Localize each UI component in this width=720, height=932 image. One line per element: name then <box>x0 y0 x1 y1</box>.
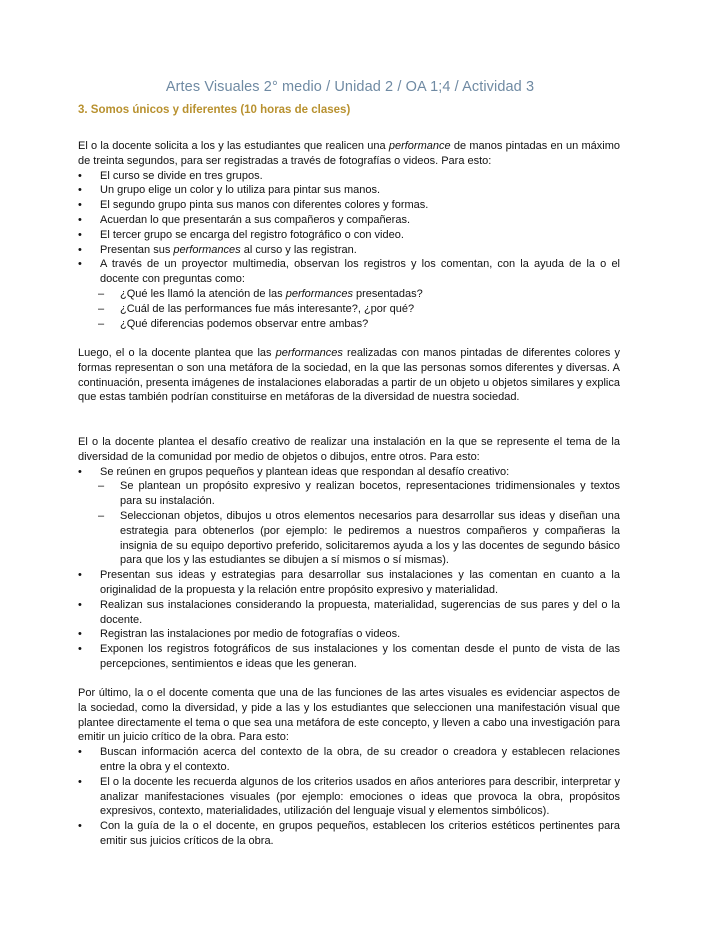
list-item: • El tercer grupo se encarga del registro fotográfico o con video. <box>78 228 620 243</box>
activity-block-1 <box>78 139 620 331</box>
list-item <box>78 257 620 331</box>
list-item: • Realizan sus instalaciones considerando la propuesta, materialidad, sugerencias de sus pares y del o la docente. <box>78 598 620 628</box>
sub-list <box>78 479 620 568</box>
intro-text-end: de manos pintadas en un máximo de treinta segundos, para ser registradas a través de fotografías o videos. Para esto: <box>78 140 620 167</box>
list-item-text-end: al curso y las registran. <box>240 243 357 256</box>
list-item: • El o la docente les recuerda algunos de los criterios usados en años anteriores para describir, interpretar y analizar manifestaciones visuales (por ejemplo: emociones o ideas que provoca la obra, propósitos expresivos, contexto, materialidades, utilización del lenguaje visual y elementos simbólicos). <box>78 775 620 819</box>
list-item-text: Se reúnen en grupos pequeños y plantean ideas que respondan al desafío creativo: <box>100 465 510 478</box>
list-item-text: A través de un proyector multimedia, observan los registros y los comentan, con la ayuda de la o el docente con preguntas como: <box>100 258 620 286</box>
paragraph <box>78 346 620 405</box>
list-item: • Presentan sus ideas y estrategias para desarrollar sus instalaciones y las comentan en cuanto a la originalidad de la propuesta y la relación entre propósito expresivo y materialidad. <box>78 568 620 598</box>
section-title: 3. Somos únicos y diferentes (10 horas de clases) <box>78 104 351 116</box>
question-item: – ¿Qué diferencias podemos observar entre ambas? <box>78 317 620 332</box>
questions-list <box>78 287 620 331</box>
intro-paragraph <box>78 139 620 169</box>
question-item: – ¿Cuál de las performances fue más interesante?, ¿por qué? <box>78 302 620 317</box>
paragraph: El o la docente plantea el desafío creativo de realizar una instalación en la que se represente el tema de la diversidad de la comunidad por medio de objetos o dibujos, entre otros. Para esto: <box>78 436 620 463</box>
steps-list <box>78 745 620 849</box>
list-item-text: Presentan sus <box>100 243 174 256</box>
activity-block-2 <box>78 346 620 405</box>
paragraph-emphasis: performances <box>275 347 343 359</box>
question-text: ¿Qué les llamó la atención de las <box>120 287 286 300</box>
activity-block-3 <box>78 435 620 672</box>
page-header: Artes Visuales 2° medio / Unidad 2 / OA 1;4 / Actividad 3 <box>165 79 535 95</box>
question-item <box>78 287 620 302</box>
steps-list <box>78 465 620 672</box>
list-item: • Acuerdan lo que presentarán a sus compañeros y compañeras. <box>78 213 620 228</box>
intro-emphasis: performance <box>388 140 451 152</box>
list-item <box>78 243 620 258</box>
list-item: • Exponen los registros fotográficos de sus instalaciones y los comentan desde el punto de vista de las percepciones, sentimientos e ideas que les generan. <box>78 642 620 672</box>
list-item: • El curso se divide en tres grupos. <box>78 169 620 184</box>
list-item: • Con la guía de la o el docente, en grupos pequeños, establecen los criterios estéticos pertinentes para emitir sus juicios críticos de la obra. <box>78 819 620 849</box>
list-item: • El segundo grupo pinta sus manos con diferentes colores y formas. <box>78 198 620 213</box>
list-item <box>78 465 620 569</box>
question-text-end: presentadas? <box>352 287 423 300</box>
sub-list-item: – Se plantean un propósito expresivo y realizan bocetos, representaciones tridimensionales y textos para su instalación. <box>78 479 620 509</box>
list-item: • Un grupo elige un color y lo utiliza para pintar sus manos. <box>78 183 620 198</box>
list-item: • Buscan información acerca del contexto de la obra, de su creador o creadora y establecen relaciones entre la obra y el contexto. <box>78 745 620 775</box>
question-emphasis: performances <box>285 287 353 300</box>
list-item-emphasis: performances <box>173 243 241 256</box>
intro-text: El o la docente solicita a los y las estudiantes que realicen una <box>78 140 389 152</box>
paragraph-text: Luego, el o la docente plantea que las <box>78 347 276 359</box>
paragraph-text-end: realizadas con manos pintadas de diferentes colores y formas representan o son una metáfora de la sociedad, en la que las personas somos diferentes y diversas. A continuación, presenta imágenes de instalaciones elaboradas a partir de un objeto u objetos similares y explica que estas también podrían constituirse en metáforas de la diversidad de nuestra sociedad. <box>78 347 620 404</box>
activity-block-4 <box>78 686 620 849</box>
steps-list <box>78 169 620 332</box>
paragraph: Por último, la o el docente comenta que una de las funciones de las artes visuales es evidenciar aspectos de la sociedad, como la diversidad, y pide a las y los estudiantes que seleccionen una manifestación visual que plantee directamente el tema o que sea una metáfora de este concepto, y lleven a cabo una investigación para emitir un juicio crítico de la obra. Para esto: <box>78 687 620 744</box>
list-item: • Registran las instalaciones por medio de fotografías o videos. <box>78 627 620 642</box>
sub-list-item: – Seleccionan objetos, dibujos u otros elementos necesarios para desarrollar sus ideas y diseñan una estrategia para obtenerlos (por ejemplo: le pediremos a nuestros compañeros y compañeras la insignia de su equipo deportivo preferido, solicitaremos ayuda a los y las docentes de segundo básico para que los y las estudiantes se dibujen a sí mismos o sí mismas). <box>78 509 620 568</box>
